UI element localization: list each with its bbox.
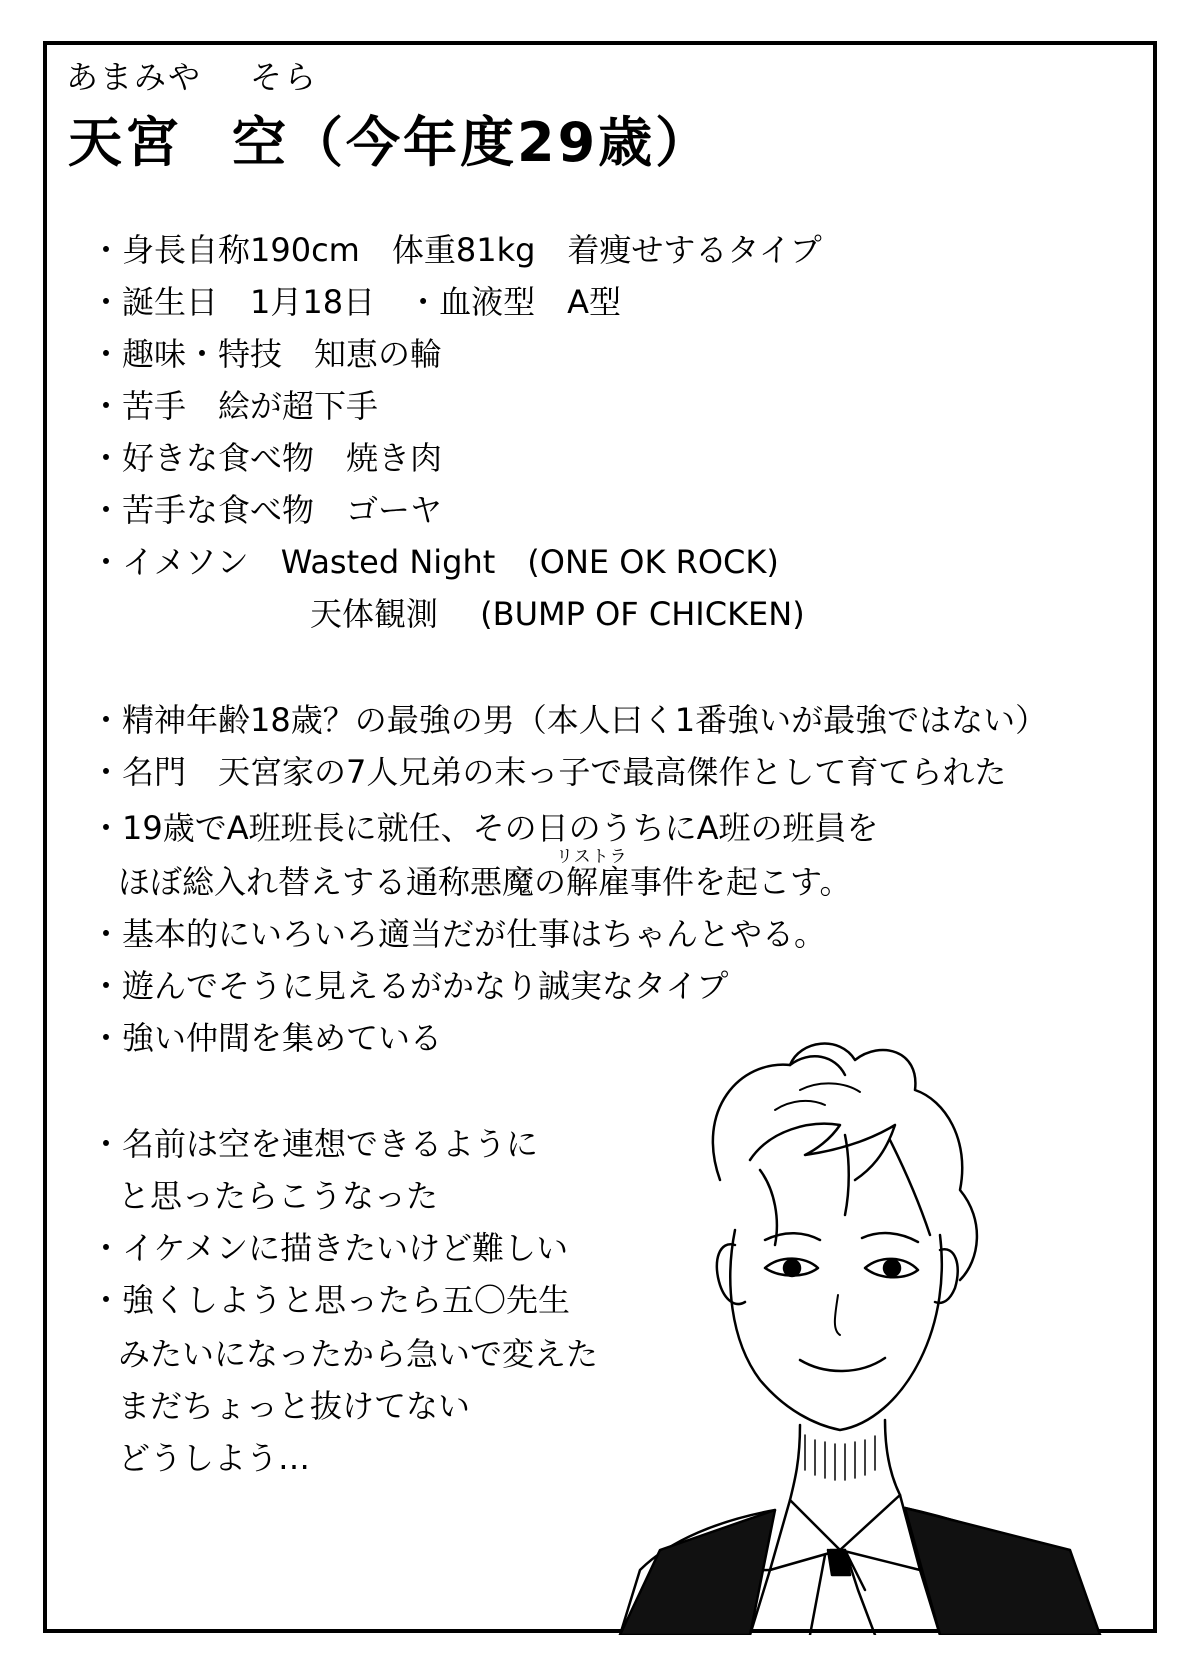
profile-line: と思ったらこうなった [118,1177,439,1215]
profile-line: ・好きな食べ物 焼き肉 [90,439,443,477]
profile-line: ・イメソン Wasted Night (ONE OK ROCK) [90,543,779,581]
profile-line: ・身長自称190cm 体重81kg 着痩せするタイプ [90,231,822,269]
character-name [68,100,712,177]
furigana-restructure: リストラ [556,847,628,867]
profile-line: ・苦手な食べ物 ゴーヤ [90,491,443,529]
profile-line: ほぼ総入れ替えする通称悪魔の解雇事件を起こす。 [118,863,852,901]
profile-line: ・趣味・特技 知恵の輪 [90,335,443,373]
mouth [800,1358,885,1371]
profile-line: ・基本的にいろいろ適当だが仕事はちゃんとやる。 [90,915,827,953]
name-family: 天宮 [68,111,182,174]
reading-given: そら [250,58,319,96]
profile-line: 天体観測 (BUMP OF CHICKEN) [310,595,805,633]
profile-line: ・誕生日 1月18日 ・血液型 A型 [90,283,621,321]
profile-line: どうしよう… [118,1439,311,1477]
profile-line: ・19歳でA班班長に就任、その日のうちにA班の班員を [90,809,879,847]
profile-line: ・名前は空を連想できるように [90,1125,539,1163]
profile-line: ・精神年齢18歳？の最強の男（本人曰く1番強いが最強ではない） [90,701,1048,739]
profile-line: ・遊んでそうに見えるがかなり誠実なタイプ [90,967,729,1005]
reading-family: あまみや [66,58,203,96]
profile-line: ・名門 天宮家の7人兄弟の末っ子で最高傑作として育てられた [90,753,1007,791]
profile-line: ・強くしようと思ったら五〇先生 [90,1281,571,1319]
name-given: 空（今年度29歳） [232,111,713,174]
character-portrait [600,1030,1160,1635]
profile-line: ・イケメンに描きたいけど難しい [90,1229,569,1267]
hair [713,1044,977,1280]
profile-line: みたいになったから急いで変えた [118,1335,599,1373]
profile-line: まだちょっと抜けてない [118,1387,471,1425]
profile-line: ・苦手 絵が超下手 [90,387,379,425]
eyebrows [765,1233,918,1242]
name-reading [66,52,318,98]
profile-line: ・強い仲間を集めている [90,1019,443,1057]
